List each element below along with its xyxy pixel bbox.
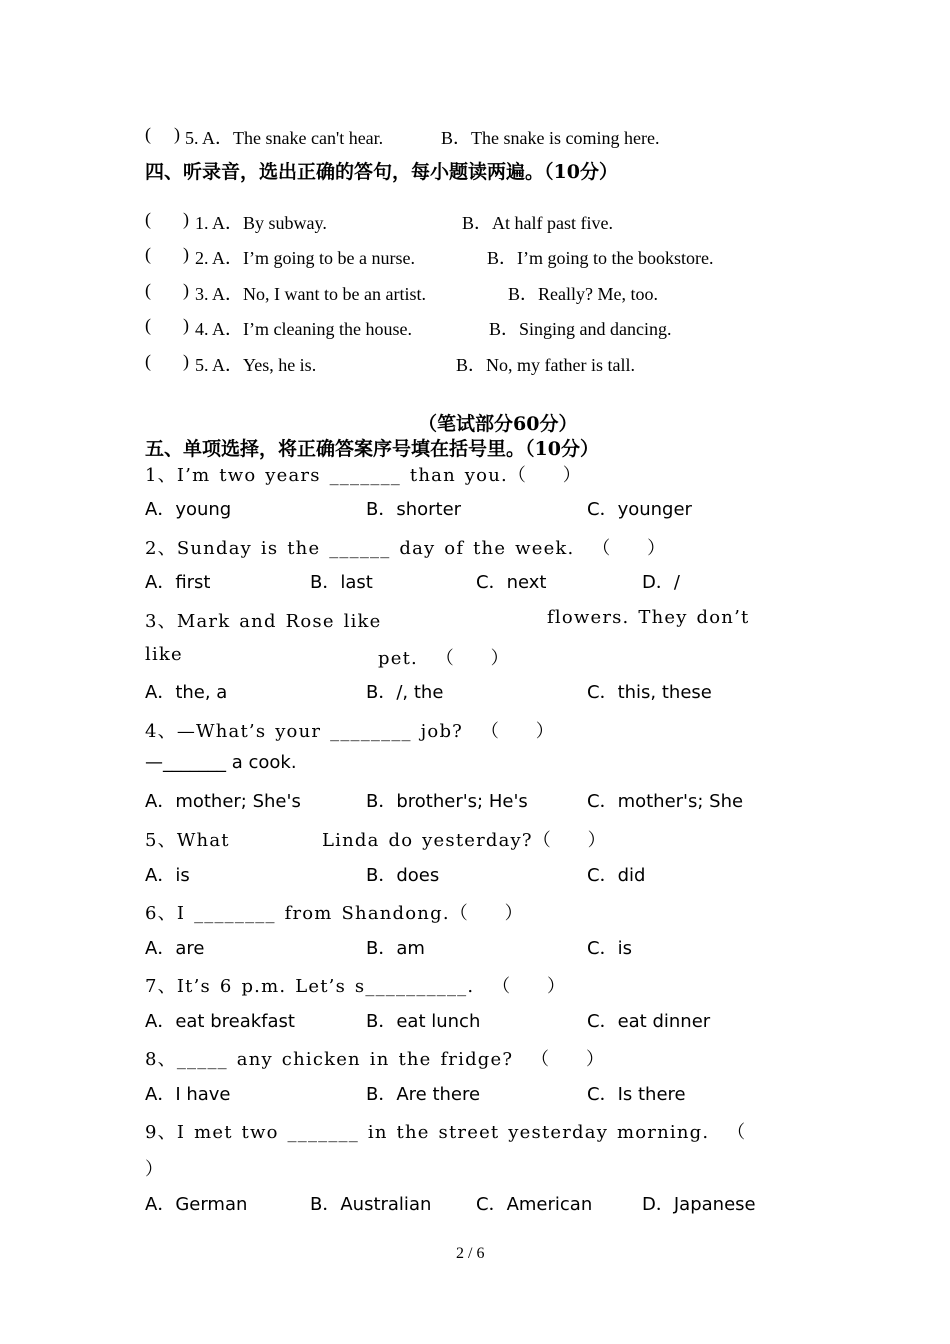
question-2-text: 2、Sunday is the ______ day of the week. （ ） — [145, 538, 667, 559]
option-a[interactable]: A．eat breakfast — [145, 1011, 295, 1032]
option-a[interactable]: A．German — [145, 1194, 248, 1215]
option-d[interactable]: D．/ — [642, 572, 680, 593]
answer-paren-open[interactable]: ( — [145, 244, 151, 264]
question-3-part1: 3、Mark and Rose like — [145, 611, 382, 632]
option-a: 4. A．I’m cleaning the house. — [195, 319, 412, 339]
answer-paren-open[interactable]: ( — [145, 280, 151, 300]
option-b[interactable]: B．does — [366, 865, 440, 886]
written-part-title: （笔试部分60分） — [418, 413, 578, 435]
question-5-part1: 5、What — [145, 830, 230, 851]
answer-paren-open[interactable]: ( — [145, 351, 151, 371]
option-b[interactable]: B．Are there — [366, 1084, 481, 1105]
page-number: 2 / 6 — [456, 1245, 485, 1262]
option-a: 5. A．The snake can't hear. — [185, 128, 384, 148]
option-c[interactable]: C．American — [476, 1194, 593, 1215]
option-a: 2. A．I’m going to be a nurse. — [195, 248, 415, 268]
option-b: B．Singing and dancing. — [489, 319, 672, 339]
answer-paren-close: ) — [174, 124, 180, 144]
option-a: 1. A．By subway. — [195, 213, 327, 233]
answer-paren-close: ) — [183, 244, 189, 264]
answer-paren-open[interactable]: ( — [145, 315, 151, 335]
answer-paren-open[interactable]: ( — [145, 209, 151, 229]
option-b[interactable]: B．/, the — [366, 682, 444, 703]
question-9-text-cont: ） — [145, 1159, 165, 1180]
option-a[interactable]: A．the, a — [145, 682, 228, 703]
option-b: B．The snake is coming here. — [441, 128, 660, 148]
option-b[interactable]: B．shorter — [366, 499, 462, 520]
option-a[interactable]: A．young — [145, 499, 232, 520]
option-b[interactable]: B．am — [366, 938, 425, 959]
question-9-text: 9、I met two _______ in the street yesterday morning. （ — [145, 1122, 747, 1143]
answer-paren-close: ) — [183, 351, 189, 371]
question-4-text: 4、—What’s your ________ job? （ ） — [145, 721, 555, 742]
question-8-text: 8、_____ any chicken in the fridge? （ ） — [145, 1049, 606, 1070]
option-a: 5. A．Yes, he is. — [195, 355, 317, 375]
option-a[interactable]: A．are — [145, 938, 205, 959]
option-a[interactable]: A．is — [145, 865, 190, 886]
option-a[interactable]: A．first — [145, 572, 211, 593]
option-b: B．No, my father is tall. — [456, 355, 635, 375]
option-b: B．I’m going to the bookstore. — [487, 248, 714, 268]
option-c[interactable]: C．this, these — [587, 682, 712, 703]
question-5-part2: Linda do yesterday?（ ） — [322, 830, 607, 851]
question-3-part3: like — [145, 644, 183, 665]
option-b[interactable]: B．last — [310, 572, 373, 593]
question-6-text: 6、I ________ from Shandong.（ ） — [145, 903, 524, 924]
option-c[interactable]: C．did — [587, 865, 646, 886]
option-a: 3. A．No, I want to be an artist. — [195, 284, 426, 304]
option-c[interactable]: C．Is there — [587, 1084, 686, 1105]
option-c[interactable]: C．is — [587, 938, 632, 959]
option-b[interactable]: B．brother's; He's — [366, 791, 528, 812]
answer-rest: a cook. — [226, 752, 297, 773]
option-a[interactable]: A．mother; She's — [145, 791, 301, 812]
answer-paren-close: ) — [183, 315, 189, 335]
question-3-part2: flowers. They don’t — [547, 607, 750, 628]
question-1-text: 1、I’m two years _______ than you.（ ） — [145, 465, 582, 486]
option-b[interactable]: B．eat lunch — [366, 1011, 481, 1032]
option-c[interactable]: C．mother's; She — [587, 791, 744, 812]
question-4-answer-line — [145, 752, 297, 773]
option-b: B．At half past five. — [462, 213, 613, 233]
answer-blank[interactable]: _______ — [163, 752, 226, 773]
option-c[interactable]: C．next — [476, 572, 547, 593]
option-d[interactable]: D．Japanese — [642, 1194, 756, 1215]
option-c[interactable]: C．younger — [587, 499, 692, 520]
question-7-text: 7、It’s 6 p.m. Let’s s__________. （ ） — [145, 976, 567, 997]
option-b[interactable]: B．Australian — [310, 1194, 432, 1215]
section4-heading: 四、听录音，选出正确的答句，每小题读两遍。（10分） — [145, 161, 618, 183]
option-b: B．Really? Me, too. — [508, 284, 658, 304]
answer-paren-close: ) — [183, 209, 189, 229]
question-3-part4: pet. （ ） — [378, 648, 510, 669]
option-c[interactable]: C．eat dinner — [587, 1011, 711, 1032]
answer-paren-open[interactable]: ( — [145, 124, 151, 144]
section5-heading: 五、单项选择，将正确答案序号填在括号里。（10分） — [145, 438, 599, 460]
option-a[interactable]: A．I have — [145, 1084, 231, 1105]
answer-paren-close: ) — [183, 280, 189, 300]
dash: — — [145, 752, 163, 773]
